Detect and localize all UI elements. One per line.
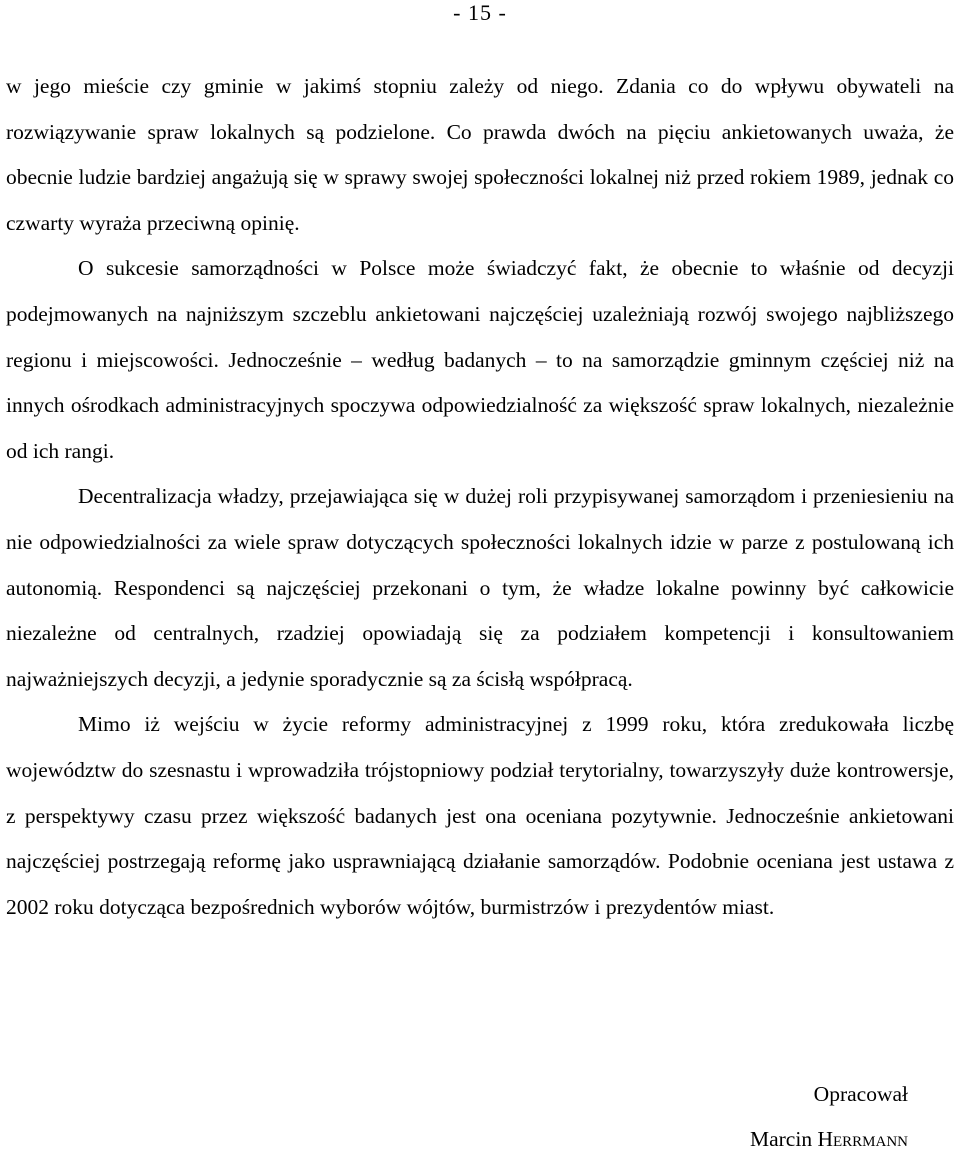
author-first-name: Marcin: [749, 1127, 813, 1151]
signature-label: Opracował: [813, 1082, 908, 1106]
paragraph-3: Decentralizacja władzy, przejawiająca się w dużej roli przypisywanej samorządom i przeniesieniu na nie odpowiedzialności za wiele spraw dotyczących społeczności lokalnych idzie w parze z postulowaną ich autonomią. Respondenci są najczęściej przekonani o tym, że władze lokalne powinny być całkowicie niezależne od centralnych, rzadziej opowiadają się za podziałem kompetencji i konsultowaniem najważniejszych decyzji, a jedynie sporadycznie są za ścisłą współpracą.: [6, 484, 954, 691]
page-number: - 15 -: [453, 0, 507, 25]
author-name: [750, 1117, 908, 1162]
paragraph-4: Mimo iż wejściu w życie reformy administracyjnej z 1999 roku, która zredukowała liczbę województw do szesnastu i wprowadziła trójstopniowy podział terytorialny, towarzyszyły duże kontrowersje, z perspektywy czasu przez większość badanych jest ona oceniana pozytywnie. Jednocześnie ankietowani najczęściej postrzegają reformę jako usprawniającą działanie samorządów. Podobnie oceniana jest ustawa z 2002 roku dotycząca bezpośrednich wyborów wójtów, burmistrzów i prezydentów miast.: [6, 712, 954, 919]
author-surname: Herrmann: [817, 1127, 908, 1151]
paragraph-2: O sukcesie samorządności w Polsce może świadczyć fakt, że obecnie to właśnie od decyzji podejmowanych na najniższym szczeblu ankietowani najczęściej uzależniają rozwój swojego najbliższego regionu i miejscowości. Jednocześnie – według badanych – to na samorządzie gminnym częściej niż na innych ośrodkach administracyjnych spoczywa odpowiedzialność za większość spraw lokalnych, niezależnie od ich rangi.: [6, 256, 954, 463]
document-body: [6, 64, 954, 930]
paragraph-1: w jego mieście czy gminie w jakimś stopniu zależy od niego. Zdania co do wpływu obywateli na rozwiązywanie spraw lokalnych są podzielone. Co prawda dwóch na pięciu ankietowanych uważa, że obecnie ludzie bardziej angażują się w sprawy swojej społeczności lokalnej niż przed rokiem 1989, jednak co czwarty wyraża przeciwną opinię.: [6, 74, 954, 235]
signature-block: [750, 1072, 908, 1162]
